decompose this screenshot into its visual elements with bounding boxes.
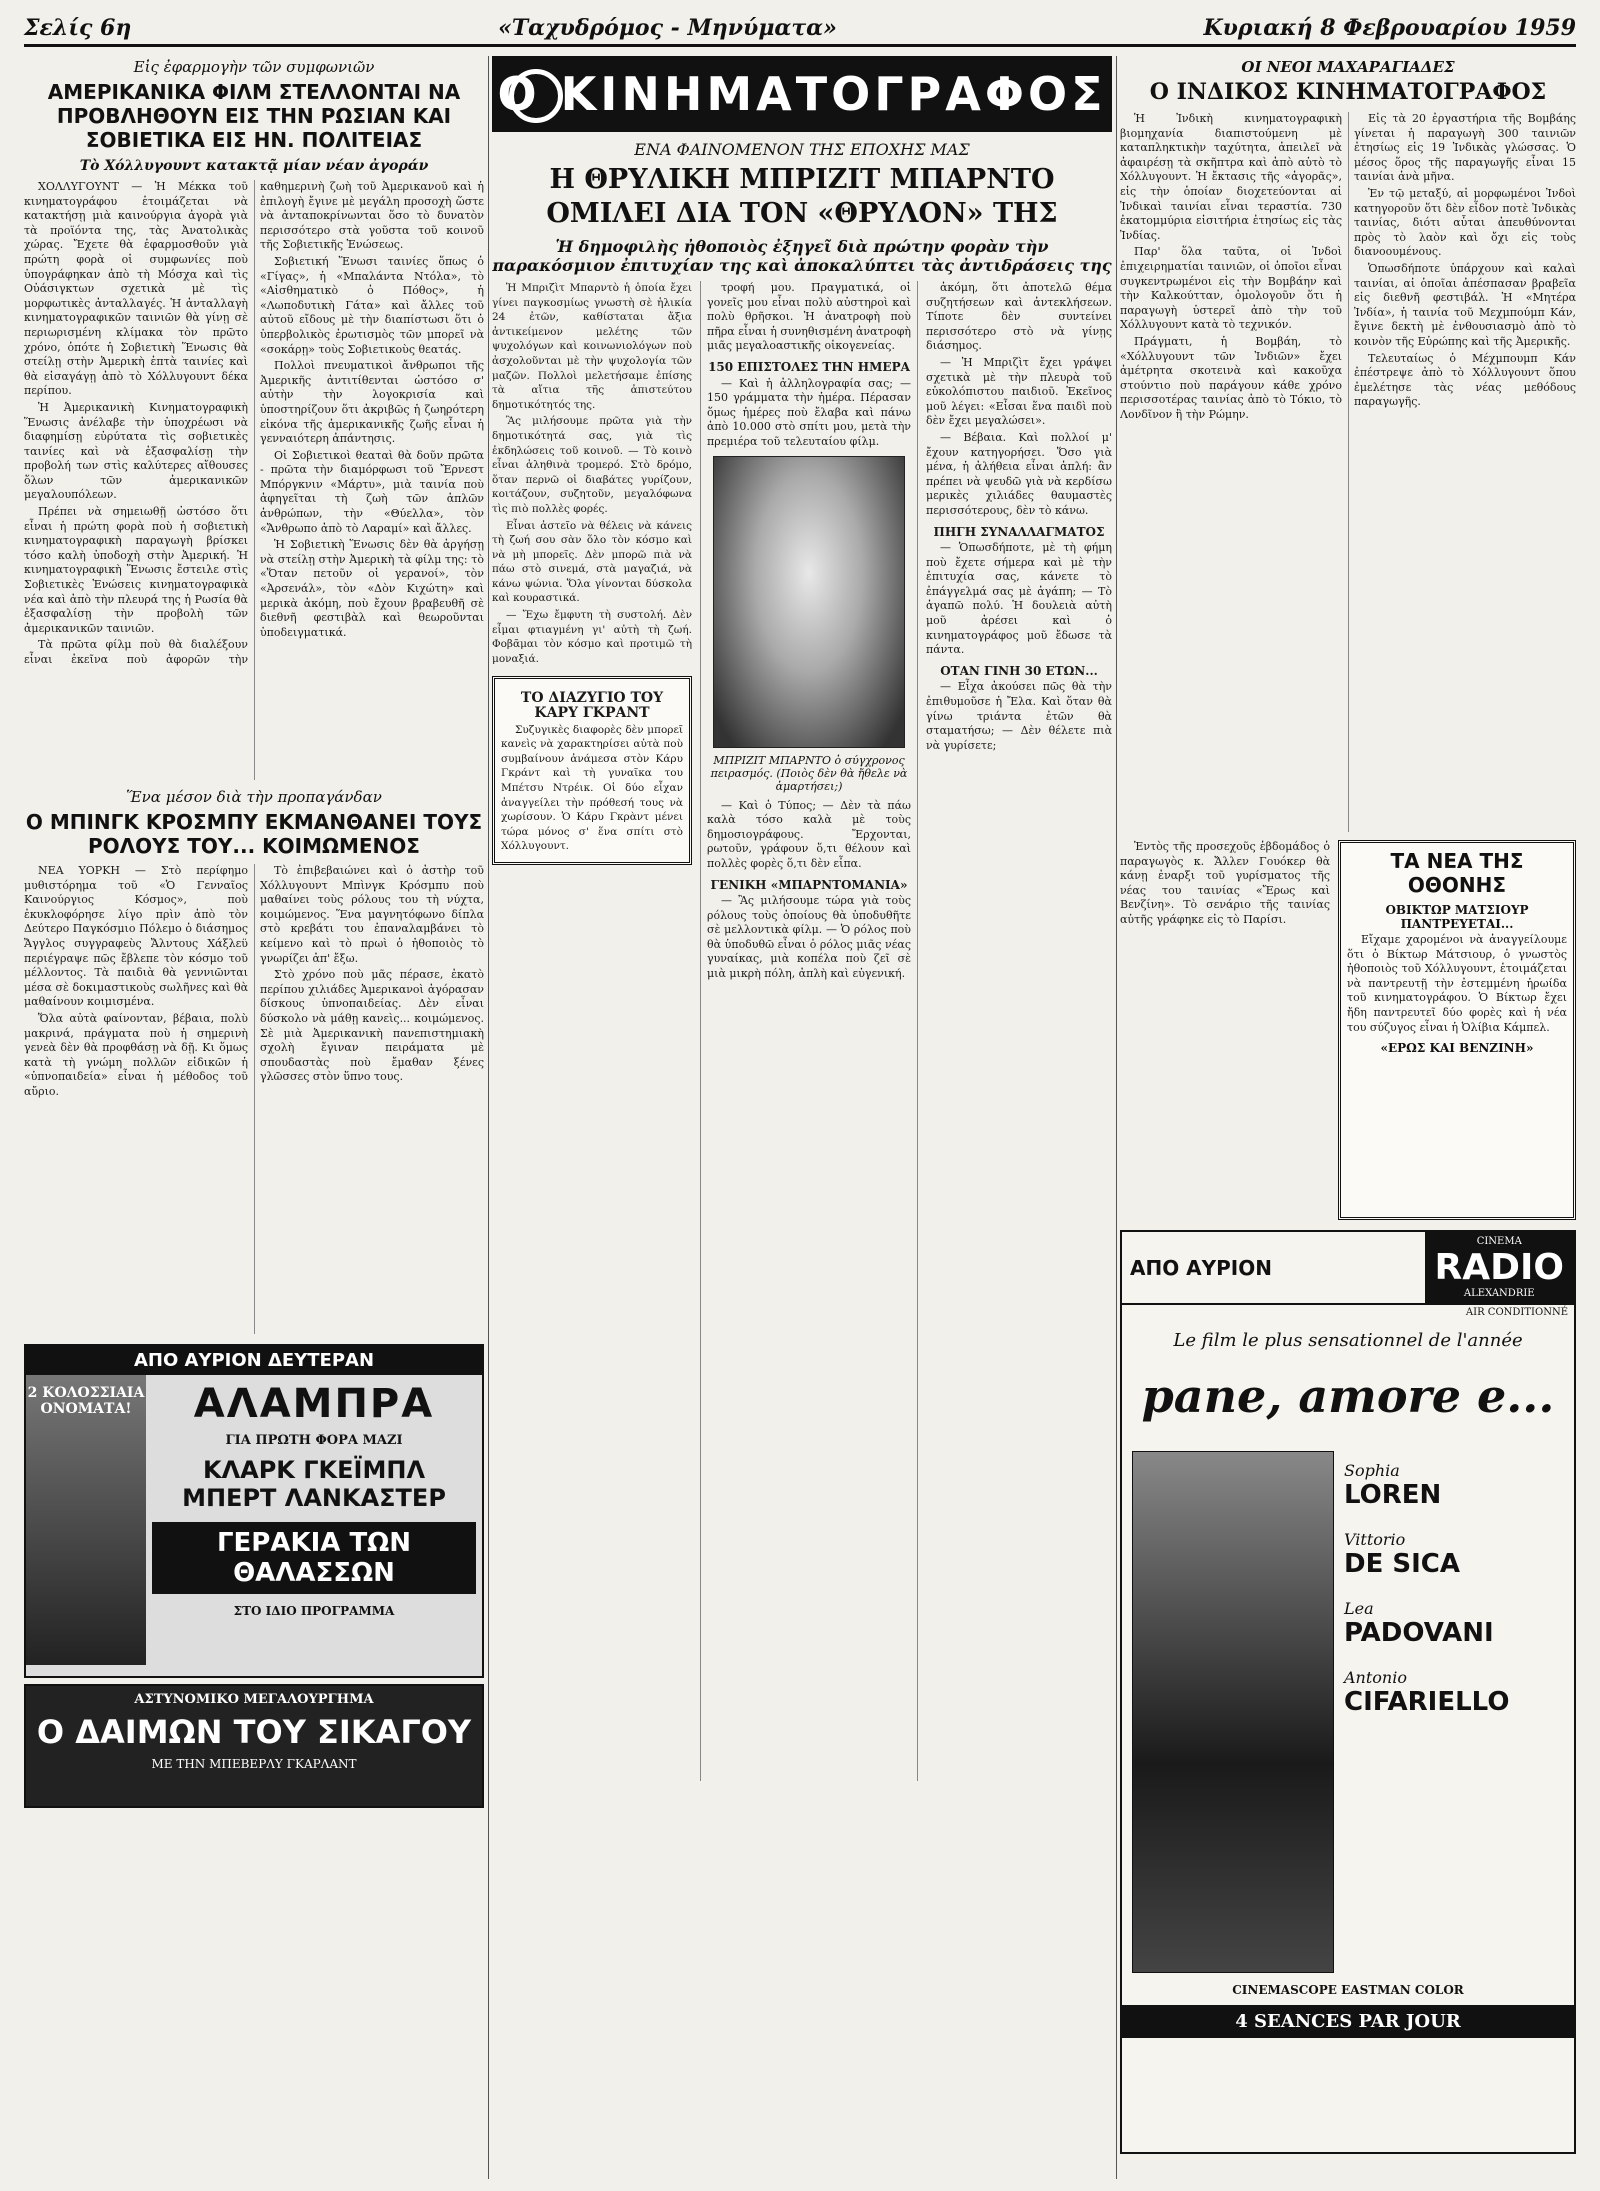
ad-air: AIR CONDITIONNÉ xyxy=(1465,1307,1568,1318)
column-rule xyxy=(1116,56,1117,2179)
screen-news-section xyxy=(1120,840,1576,1220)
cinema-ad-radio xyxy=(1120,1230,1576,2154)
ad-film-title: Ο ΔΑΙΜΩΝ ΤΟΥ ΣΙΚΑΓΟΥ xyxy=(36,1713,472,1751)
star-first-name: Antonio xyxy=(1344,1668,1407,1687)
page-number: Σελίς 6η xyxy=(24,15,132,41)
section-title: 150 ΕΠΙΣΤΟΛΕΣ ΤΗΝ ΗΜΕΡΑ xyxy=(708,359,910,374)
paper-title: «Ταχυδρόμος - Μηνύματα» xyxy=(498,15,837,41)
ad-film-title: ΓΕΡΑΚΙΑ ΤΩΝ ΘΑΛΑΣΣΩΝ xyxy=(152,1522,476,1594)
ad-line: ΓΙΑ ΠΡΩΤΗ ΦΟΡΑ ΜΑΖΙ xyxy=(225,1433,403,1448)
paragraph: Εἴχαμε χαρομένοι νὰ ἀναγγείλουμε ὅτι ὁ Βίκτωρ Μάτσιουρ, ὁ γνωστὸς ἠθοποιὸς τοῦ Χόλλυγουντ, ἑτοιμάζεται νὰ παντρευτῇ τὴν ἐστεμμένη ἡρωίδα τοῦ κινηματογράφου. Ὁ Βίκτωρ ἔχει ἤδη παντρευτεῖ δύο φορὲς καὶ ἡ νέα του σύζυγος εἶναι ἡ Ὀλίβια Κάμπελ. xyxy=(1347,933,1567,1034)
paragraph: Ἡ Ἀμερικανικὴ Κινηματογραφικὴ Ἕνωσις ἀνέλαβε τὴν ὑποχρέωσι νὰ διαφημίσῃ εὐρύτατα τὶς σοβιετικὲς ταινίες καὶ νὰ ἐξασφαλίσῃ τὴν προβολή των στὶς καλύτερες αἴθουσες ὅλων τῶν ἀμερικανικῶν μεγαλουπόλεων. xyxy=(24,400,248,502)
star-last-name: LOREN xyxy=(1344,1480,1442,1510)
ad-cinema-name: ΑΛΑΜΠΡΑ xyxy=(193,1381,435,1427)
article-headline: Ο ΜΠΙΝΓΚ ΚΡΟΣΜΠΥ ΕΚΜΑΝΘΑΝΕΙ ΤΟΥΣ ΡΟΛΟΥΣ ΤΟΥ... ΚΟΙΜΩΜΕΝΟΣ xyxy=(25,810,483,858)
masthead xyxy=(24,14,1576,47)
paragraph: — Καὶ ὁ Τύπος; — Δὲν τὰ πάω καλὰ τόσο καλὰ μὲ τοὺς δημοσιογράφους. Ἔρχονται, ρωτοῦν, γράφουν ὅ,τι θέλουν καὶ πολλὲς φορὲς ὅ,τι δὲν εἶπα. xyxy=(707,798,911,870)
photo-caption: ΜΠΡΙΖΙΤ ΜΠΑΡΝΤΟ ὁ σύγχρονος πειρασμός. (Ποιὸς δὲν θὰ ἤθελε νὰ ἁμαρτήσει;) xyxy=(710,753,908,793)
star-last-name: DE SICA xyxy=(1344,1549,1460,1579)
paragraph: Ὁπωσδήποτε ὑπάρχουν καὶ καλαὶ ταινίαι, αἱ ὁποῖαι ἀπέσπασαν βραβεῖα εἰς διεθνῆ φεστιβάλ. Ἡ «Μητέρα Ἰνδία», ἡ ταινία τοῦ Μεχμπούμπ Κάν, ἔγινε δεκτὴ μὲ ἐνθουσιασμὸ ἀπὸ τὸ κοινὸν τῆς Εὐρώπης καὶ τῆς Ἀμερικῆς. xyxy=(1354,261,1576,348)
logo-name: RADIO xyxy=(1434,1247,1564,1288)
article-kicker: ΟΙ ΝΕΟΙ ΜΑΧΑΡΑΓΙΑΔΕΣ xyxy=(1241,58,1455,76)
ad-tagline: Le film le plus sensationnel de l'année xyxy=(1173,1330,1523,1351)
star-first-name: Sophia xyxy=(1344,1461,1400,1480)
issue-date: Κυριακή 8 Φεβρουαρίου 1959 xyxy=(1203,15,1576,41)
radio-cinema-logo xyxy=(1425,1232,1574,1303)
article-kicker: Ἕνα μέσον διὰ τὴν προπαγάνδαν xyxy=(126,788,382,806)
paragraph: — Βέβαια. Καὶ πολλοί μ' ἔχουν κατηγορήσει. Ὅσο γιὰ μένα, ἡ ἀλήθεια εἶναι ἁπλή: ἂν πρέπει νὰ ψευδῶ γιὰ νὰ κερδίσω μερικὲς χιλιάδες θαυμαστὲς περισσότερους, δὲν τὸ κάνω. xyxy=(926,430,1112,517)
cinema-ad-alambra xyxy=(24,1344,484,1678)
box-title: ΤΟ ΔΙΑΖΥΓΙΟ ΤΟΥ ΚΑΡΥ ΓΚΡΑΝΤ xyxy=(520,690,664,722)
ad-footer: 4 SEANCES PAR JOUR xyxy=(1122,2005,1574,2038)
section-title: ΠΗΓΗ ΣΥΝΑΛΛΑΓΜΑΤΟΣ xyxy=(933,524,1105,539)
section-title: Ο ΚΙΝΗΜΑΤΟΓΡΑΦΟΣ xyxy=(497,67,1107,121)
star-first-name: Vittorio xyxy=(1344,1530,1406,1549)
box-title: ΤΑ ΝΕΑ ΤΗΣ ΟΘΟΝΗΣ xyxy=(1390,849,1524,897)
paragraph: — Καὶ ἡ ἀλληλογραφία σας; — 150 γράμματα τὴν ἡμέρα. Πέρασαν ὅμως ἡμέρες ποὺ ἔλαβα καὶ πάνω ἀπὸ 10.000 στὸ σπίτι μου, μετὰ τὴν πρεμιέρα τοῦ τελευταίου φίλμ. xyxy=(707,376,911,448)
box-subtitle: ΟΒΙΚΤΩΡ ΜΑΤΣΙΟΥΡ ΠΑΝΤΡΕΥΕΤΑΙ... xyxy=(1385,903,1529,931)
article-headline: Ο ΙΝΔΙΚΟΣ ΚΙΝΗΜΑΤΟΓΡΑΦΟΣ xyxy=(1149,79,1547,105)
star-last-name: CIFARIELLO xyxy=(1344,1687,1510,1717)
paragraph: Οἱ Σοβιετικοὶ θεαταὶ θὰ δοῦν πρῶτα - πρῶτα τὴν διαμόρφωσι τοῦ Ἔρνεστ Μπόργκνιν «Μάρτυ», μιὰ ταινία ποὺ ἀφηγεῖται τὴ ζωὴ τῶν ἁπλῶν ἀνθρώπων, τὴν «Θύελλα», τὸν «Ἄνθρωπο ἀπὸ τὸ Λαραμί» καὶ ἄλλες. xyxy=(260,448,484,535)
paragraph: Τὰ πρῶτα φίλμ ποὺ θὰ διαλέξουν εἶναι ἐκεῖνα ποὺ ἀφορῶν τὴν καθημερινὴ ζωὴ τοῦ Ἀμερικανοῦ καὶ ἡ ἐπιλογὴ ἔγινε μὲ μεγάλη προσοχὴ ὥστε νὰ ἀνταποκρίνωνται ὅσο τὸ δυνατὸν περισσότερο στὰ γοῦστα τοῦ κοινοῦ τῆς Σοβιετικῆς Ἑνώσεως. xyxy=(24,180,484,666)
section-title: ΓΕΝΙΚΗ «ΜΠΑΡΝΤΟΜΑΝΙΑ» xyxy=(710,877,908,892)
ad-star: ΜΕ ΤΗΝ ΜΠΕΒΕΡΛΥ ΓΚΑΡΛΑΝΤ xyxy=(151,1757,357,1771)
paragraph: Συζυγικὲς διαφορὲς δὲν μπορεῖ κανεὶς νὰ χαρακτηρίσει αὐτὰ ποὺ συμβαίνουν ἀνάμεσα στὸν Κάρυ Γκράντ καὶ τὴ γυναῖκα του Μπέτσυ Ντρέικ. Οἱ δύο εἶχαν ἀναγγείλει τὴν πρόθεσή τους νὰ χωρίσουν. Ὁ Κάρυ Γκρὰντ μένει τώρα μόνος σ' ἕνα σπίτι στὸ Χόλλυγουντ. xyxy=(501,723,683,853)
article-body-middle xyxy=(700,281,918,1781)
paragraph: Ἡ Ἰνδικὴ κινηματογραφικὴ βιομηχανία διαπιστούμενη μὲ καταπληκτικὴν ταχύτητα, ἀπειλεῖ νὰ ἀφαιρέσῃ τὰ σκῆπτρα καὶ ἀπὸ αὐτὸ τὸ Χόλλυγουντ. Ἡ ἔκτασις τῆς «ἀγορᾶς», εἰς τὴν ὁποίαν διοχετεύονται αἱ Ἰνδικαὶ ταινίαι εἶναι τεραστία. 730 ἑκατομμύρια εἰσιτήρια ἐτησίως εἰς τὰς Ἰνδίας. xyxy=(1120,112,1342,242)
article-headline: ΑΜΕΡΙΚΑΝΙΚΑ ΦΙΛΜ ΣΤΕΛΛΟΝΤΑΙ ΝΑ ΠΡΟΒΛΗΘΟΥΝ ΕΙΣ ΤΗΝ ΡΩΣΙΑΝ ΚΑΙ ΣΟΒΙΕΤΙΚΑ ΕΙΣ ΗΝ. ΠΟΛΙΤΕΙΑΣ xyxy=(47,80,461,152)
paragraph: Στὸ χρόνο ποὺ μᾶς πέρασε, ἐκατὸ περίπου χιλιάδες Ἀμερικανοὶ ἀγόρασαν δίσκους ὑπνοπαιδείας. Δὲν εἶναι δύσκολο νὰ μάθῃ κανεὶς... κοιμώμενος. Σὲ μιὰ Ἀμερικανικὴ πανεπιστημιακὴ σχολὴ ἔγιναν πειράματα μὲ σπουδαστὰς ποὺ ἔμαθαν ξένες γλῶσσες στὸν ὕπνο τους. xyxy=(260,968,484,1084)
screen-news-box xyxy=(1338,840,1576,1220)
right-column xyxy=(1120,56,1576,2179)
ad-footer: ΣΤΟ ΙΔΙΟ ΠΡΟΓΡΑΜΜΑ xyxy=(233,1604,395,1618)
ad-badge: 2 ΚΟΛΟΣΣΙΑΙΑ ΟΝΟΜΑΤΑ! xyxy=(26,1375,146,1665)
paragraph: Πράγματι, ἡ Βομβάη, τὸ «Χόλλυγουντ τῶν Ἰνδιῶν» ἔχει ἀμέτρητα σκοτεινὰ καὶ κακοῦχα στούντιο ποὺ παράγουν κάθε χρόνο περισσοτέρας ταινίας ἀπὸ τὸ Τόκιο, τὸ Λονδῖνον ἢ τὴν Ρώμην. xyxy=(1120,334,1342,421)
paragraph: — Ἔχω ἔμφυτη τὴ συστολή. Δὲν εἶμαι φτιαγμένη γι' αὐτὴ τὴ ζωή. Φοβᾶμαι τὸν κόσμο καὶ προτιμῶ τὴ μοναξιά. xyxy=(492,609,692,665)
article-body xyxy=(1120,112,1576,832)
cinema-section-banner xyxy=(492,56,1112,132)
paragraph: ΝΕΑ ΥΟΡΚΗ — Στὸ περίφημο μυθιστόρημα τοῦ «Ὁ Γενναῖος Καινούργιος Κόσμος», ποὺ ἐκυκλοφόρησε λίγο πρὶν ἀπὸ τὸν Δεύτερο Παγκόσμιο Πόλεμο ὁ διάσημος Ἄγγλος συγγραφεὺς Ἄλντους Χάξλεϋ περιέγραψε πῶς ἔβλεπε τὸν κόσμο τοῦ μέλλοντος. Τὰ παιδιὰ θὰ γεννιῶνται μέσα σὲ δοκιμαστικοὺς σωλῆνες καὶ θὰ μαθαίνουν κοιμισμένα. xyxy=(24,864,248,1009)
ad-label: ΑΠΟ ΑΥΡΙΟΝ xyxy=(1130,1255,1272,1280)
center-column xyxy=(492,56,1112,2179)
paragraph: — Ἂς μιλήσουμε τώρα γιὰ τοὺς ρόλους τοὺς ὁποίους θὰ ὑποδυθῆτε σὲ μελλοντικὰ φίλμ. — Ὁ ρόλος ποὺ θὰ ὑποδυθῶ εἶναι ὁ ρόλος μιᾶς νέας γυναίκας, μιὰ κοπέλα ποὺ ζεῖ σὲ μιὰ μικρὴ πόλη, ἀπλὴ καὶ εὐγενική. xyxy=(707,894,911,981)
paragraph: — Εἶχα ἀκούσει πῶς θὰ τὴν ἐπιθυμοῦσε ἡ Ἔλα. Καὶ ὅταν θὰ γίνω τριάντα ἐτῶν θὰ σταματήσω; — Δὲν θέλετε πιὰ νὰ γυρίσετε; xyxy=(926,680,1112,752)
logo-sub: ALEXANDRIE xyxy=(1463,1288,1535,1299)
paragraph: Ὅλα αὐτὰ φαίνονταν, βέβαια, πολὺ μακρινά, πράγματα ποὺ ἡ σημερινὴ γενεὰ δὲν θὰ προφθάσῃ νὰ δῇ. Κι ὅμως κατὰ τὴ γνώμη πολλῶν εἰδικῶν ἡ «ὑπνοπαιδεία» εἶναι ἡ μέθοδος τοῦ αὔριο. xyxy=(24,1011,248,1098)
star-last-name: PADOVANI xyxy=(1344,1618,1494,1648)
cinema-ad-chicago xyxy=(24,1684,484,1808)
ad-label: ΑΠΟ ΑΥΡΙΟΝ ΔΕΥΤΕΡΑΝ xyxy=(26,1346,482,1375)
sidebar-box xyxy=(492,676,692,865)
ad-star: ΜΠΕΡΤ ΛΑΝΚΑΣΤΕΡ xyxy=(182,1484,446,1512)
paragraph: τροφή μου. Πραγματικά, οἱ γονεῖς μου εἶναι πολὺ αὐστηροὶ καὶ πολὺ θρῆσκοι. Ἡ ἀνατροφὴ ποὺ πῆρα εἶναι ἡ συνηθισμένη ἀνατροφὴ μιᾶς μεγαλοαστικῆς οἰκογενείας. xyxy=(707,281,911,353)
article-kicker: Εἰς ἐφαρμογὴν τῶν συμφωνιῶν xyxy=(133,58,375,76)
paragraph: Τελευταίως ὁ Μέχμπουμπ Κάν ἐπέστρεψε ἀπὸ τὸ Χόλλυγουντ ὅπου ἐμελέτησε τὰς νέας μεθόδους παραγωγῆς. xyxy=(1354,351,1576,409)
section-title: ΟΤΑΝ ΓΙΝΗ 30 ΕΤΩΝ... xyxy=(940,663,1098,678)
article-headline: Η ΘΡΥΛΙΚΗ ΜΠΡΙΖΙΤ ΜΠΑΡΝΤΟ ΟΜΙΛΕΙ ΔΙΑ ΤΟΝ «ΘΡΥΛΟΝ» ΤΗΣ xyxy=(546,164,1058,229)
paragraph: Σοβιετική Ἕνωσι ταινίες ὅπως ὁ «Γίγας», ἡ «Μπαλάντα Ντόλα», τὸ «Αἰσθηματικὸ ὁ Πόθος», ἡ «Λωποδυτικὴ Γάτα» καὶ ἄλλες τοῦ αὐτοῦ εἴδους μὲ τὴν διαπίστωσι ὅτι ὁ ὑπερβολικὸς ἐρωτισμὸς τῶν μπορεῖ νὰ «σοκάρῃ» τοὺς Σοβιετικοὺς θεατάς. xyxy=(260,254,484,356)
ad-film-title: pane, amore e... xyxy=(1141,1369,1555,1423)
paragraph: Τὸ ἐπιβεβαιώνει καὶ ὁ ἀστὴρ τοῦ Χόλλυγουντ Μπὶνγκ Κρόσμπυ ποὺ μαθαίνει τοὺς ρόλους του τὴ νύχτα, κοιμώμενος. Ἕνα μαγνητόφωνο δίπλα στὸ κρεβάτι του ἐπαναλαμβάνει τὸ κείμενο καὶ τὸ πρωὶ ὁ ἠθοποιὸς τὸ γνωρίζει ἀπ' ἔξω. xyxy=(260,864,484,965)
paragraph: Πολλοὶ πνευματικοὶ ἄνθρωποι τῆς Ἀμερικῆς ἀντιτίθενται ὡστόσο σ' αὐτὴν τὴν λογοκρισία καὶ ὑποστηρίζουν ὅτι ἀκριβῶς ἡ ζωηρότερη εἰκόνα τῆς ἀμερικανικῆς ζωῆς εἶναι ἡ γενναιότερη ἀπάντησις. xyxy=(260,359,484,446)
article-subhead: Ἡ δημοφιλὴς ἠθοποιὸς ἐξηγεῖ διὰ πρώτην φορὰν τὴν παρακόσμιον ἐπιτυχίαν της καὶ ἀποκαλύπτει τὰς ἀντιδράσεις της xyxy=(492,237,1112,275)
logo-top: CINEMA xyxy=(1476,1236,1522,1247)
star-first-name: Lea xyxy=(1344,1599,1374,1618)
paragraph: ΧΟΛΛΥΓΟΥΝΤ — Ἡ Μέκκα τοῦ κινηματογράφου ἑτοιμάζεται νὰ κατακτήσῃ μιὰ καινούργια ἀγορὰ γιὰ τὰ προϊόντα της, τὰς Ἀνατολικὰς χώρας. Ἔχετε θὰ ἐφαρμοσθοῦν γιὰ πρώτη φορὰ οἱ συμφωνίες ποὺ ὑπογράφηκαν ἀπὸ τὴ Μόσχα καὶ τὶς Οὐάσιγκτων σχετικὰ μὲ τὶς μορφωτικὲς ἀνταλλαγές. Ἡ ἀνταλλαγὴ κινηματογραφικῶν ταινιῶν θὰ γίνῃ σὲ περιωρισμένη κλίμακα τὸν πρῶτο χρόνο, ὁπότε ἡ Σοβιετικὴ Ἕνωσις θὰ στείλῃ στὴν Ἀμερικὴ ἑπτὰ ταινίες καὶ θὰ εἰσαγάγῃ ἀπὸ τὸ Χόλλυγουντ δέκα περίπου. xyxy=(24,180,248,398)
paragraph: Ἡ Σοβιετικὴ Ἕνωσις δὲν θὰ ἀργήσῃ νὰ στείλῃ στὴν Ἀμερικὴ τὰ φίλμ της: τὸ «Ὅταν πετοῦν οἱ γερανοί», τὸν «Ἀρσενάλ», τὸν «Δὸν Κιχώτη» καὶ μερικὰ ἀκόμη, ποὺ ἔχουν βραβευθῆ σὲ διεθνῆ φεστιβὰλ καὶ θεωροῦνται ὑποδειγματικά. xyxy=(260,538,484,639)
film-reel-icon xyxy=(509,69,563,123)
paragraph: Πρέπει νὰ σημειωθῇ ὡστόσο ὅτι εἶναι ἡ πρώτη φορὰ ποὺ ἡ σοβιετικὴ κινηματογραφικὴ παραγωγὴ βρίσκει τόσο καλὴ ὑποδοχὴ στὴν Ἀμερική. Ἡ κινηματογραφικὴ Ἕνωσις ἔστειλε στὶς Σοβιετικὲς Ἑνώσεις κινηματογραφικὰ νέα καὶ ἀπὸ τὴν πλευρά της ἡ Ρωσία θὰ ἐξασφαλίσῃ τὴν προβολὴ τῶν ἀμερικανικῶν ταινιῶν. xyxy=(24,505,248,635)
paragraph: — Ἡ Μπριζὶτ ἔχει γράψει σχετικὰ μὲ τὴν πλευρὰ τοῦ εὐκολόπιστου παιδιοῦ. Ἐκεῖνος μοῦ λέγει: «Εἶσαι ἕνα παιδὶ ποὺ δὲν ἔχει μεγαλώσει». xyxy=(926,355,1112,428)
left-column xyxy=(24,56,484,2179)
article-body-left xyxy=(492,281,692,1781)
poster-image xyxy=(1132,1451,1334,1973)
article-kicker: ΕΝΑ ΦΑΙΝΟΜΕΝΟΝ ΤΗΣ ΕΠΟΧΗΣ ΜΑΣ xyxy=(634,140,970,159)
paragraph: ἀκόμη, ὅτι ἀποτελῶ θέμα συζητήσεων καὶ ἀντεκλήσεων. Τίποτε δὲν συντείνει περισσότερο στὸ νὰ γίνῃς διάσημος. xyxy=(926,281,1112,353)
article-layout xyxy=(492,281,1112,1781)
paragraph: Ἂς μιλήσουμε πρῶτα γιὰ τὴν δημοτικότητά σας, γιὰ τὶς ἐκδηλώσεις τοῦ κοινοῦ. — Τὸ κοινὸ εἶναι ἀληθινὰ τρομερό. Στὸ δρόμο, ὅταν περνῶ οἱ διαβάτες γυρίζουν, κοιτάζουν, συζητοῦν, μεγαλόφωνα τὶς πιὸ πολλὲς φορές. xyxy=(492,415,692,515)
box-subtitle: «ΕΡΩΣ ΚΑΙ ΒΕΝΖΙΝΗ» xyxy=(1380,1041,1534,1056)
article-body-right xyxy=(926,281,1112,1781)
paragraph: Ἡ Μπριζὶτ Μπαρντὸ ἡ ὁποία ἔχει γίνει παγκοσμίως γνωστὴ σὲ ἡλικία 24 ἐτῶν, καθίσταται ἄξια ἀντικείμενον μελέτης τῶν ψυχολόγων καὶ κοινωνιολόγων ποὺ ἀσχολοῦνται μὲ τὴν ψυχολογία τῶν μαζῶν. Πολλοὶ μελετήσαμε ἐπίσης τὰ αἴτια τῆς ἀπιστεύτου δημοτικότητός της. xyxy=(492,282,692,411)
paragraph: Εἰς τὰ 20 ἐργαστήρια τῆς Βομβάης γίνεται ἡ παραγωγὴ 300 ταινιῶν ἐτησίως εἰς 19 Ἰνδικὰς γλώσσας. Ὁ μέσος ὅρος τῆς παραγωγῆς εἶναι 15 ταινίαι ἀνὰ μῆνα. xyxy=(1354,112,1576,184)
ad-star: ΚΛΑΡΚ ΓΚΕΪΜΠΛ xyxy=(202,1456,426,1484)
article-body xyxy=(24,180,484,780)
article-subhead: Τὸ Χόλλυγουντ κατακτᾷ μίαν νέαν ἀγοράν xyxy=(79,158,429,174)
ad-format: CINEMASCOPE EASTMAN COLOR xyxy=(1232,1983,1464,1997)
bardot-photo xyxy=(713,456,905,748)
screen-news-extra xyxy=(1120,840,1330,1220)
paragraph: — Ὁπωσδήποτε, μὲ τὴ φήμη ποὺ ἔχετε σήμερα καὶ μὲ τὴν ἐπιτυχία σας, κάνετε τὸ ἐπάγγελμά σας μὲ ἀγάπη; — Τὸ ἀγαπῶ πολύ. Ἡ δουλειὰ αὐτὴ μοῦ ἀρέσει καὶ ὁ κινηματογράφος μοῦ ἔδωσε τὰ πάντα. xyxy=(926,541,1112,657)
paragraph: Παρ' ὅλα ταῦτα, οἱ Ἰνδοὶ ἐπιχειρηματίαι ταινιῶν, οἱ ὁποῖοι εἶναι συγκεντρωμένοι εἰς τὴν Βομβάην καὶ τὴν Καλκούτταν, ὁμολογοῦν ὅτι ἡ παραγωγὴ ὑστερεῖ ἀπὸ τὴν τοῦ Χόλλυγουντ κατὰ τὸ τεχνικόν. xyxy=(1120,245,1342,332)
paragraph: Ἐν τῷ μεταξύ, αἱ μορφωμένοι Ἰνδοὶ κατηγοροῦν ὅτι δὲν εἶδον ποτὲ Ἰνδικὰς ταινίας, διότι αὗται ἀπευθύνονται πρὸς τὸ λαὸν καὶ ὄχι εἰς τοὺς διανοουμένους. xyxy=(1354,186,1576,259)
article-body xyxy=(24,864,484,1334)
paragraph: Εἶναι ἀστεῖο νὰ θέλεις νὰ κάνεις τὴ ζωή σου σὰν ὅλο τὸν κόσμο καὶ νὰ μὴ μπορεῖς. Δὲν μπορῶ πιὰ νὰ πάω στὸ σινεμά, στὰ μαγαζιά, νὰ κάνω ψώνια. Ὅλα γίνονται δύσκολα καὶ κουραστικά. xyxy=(492,519,692,605)
paragraph: Ἐντὸς τῆς προσεχοῦς ἑβδομάδος ὁ παραγωγὸς κ. Ἄλλεν Γουόκερ θὰ κάνῃ ἐναρξι τοῦ γυρίσματος τῆς νέας του ταινίας «Ἔρως καὶ Βενζίνη». Τὸ σενάριο τῆς ταινίας αὐτῆς γράφηκε εἰς τὸ Παρίσι. xyxy=(1120,840,1330,926)
column-rule xyxy=(488,56,489,2179)
ad-line: ΑΣΤΥΝΟΜΙΚΟ ΜΕΓΑΛΟΥΡΓΗΜΑ xyxy=(134,1692,374,1707)
